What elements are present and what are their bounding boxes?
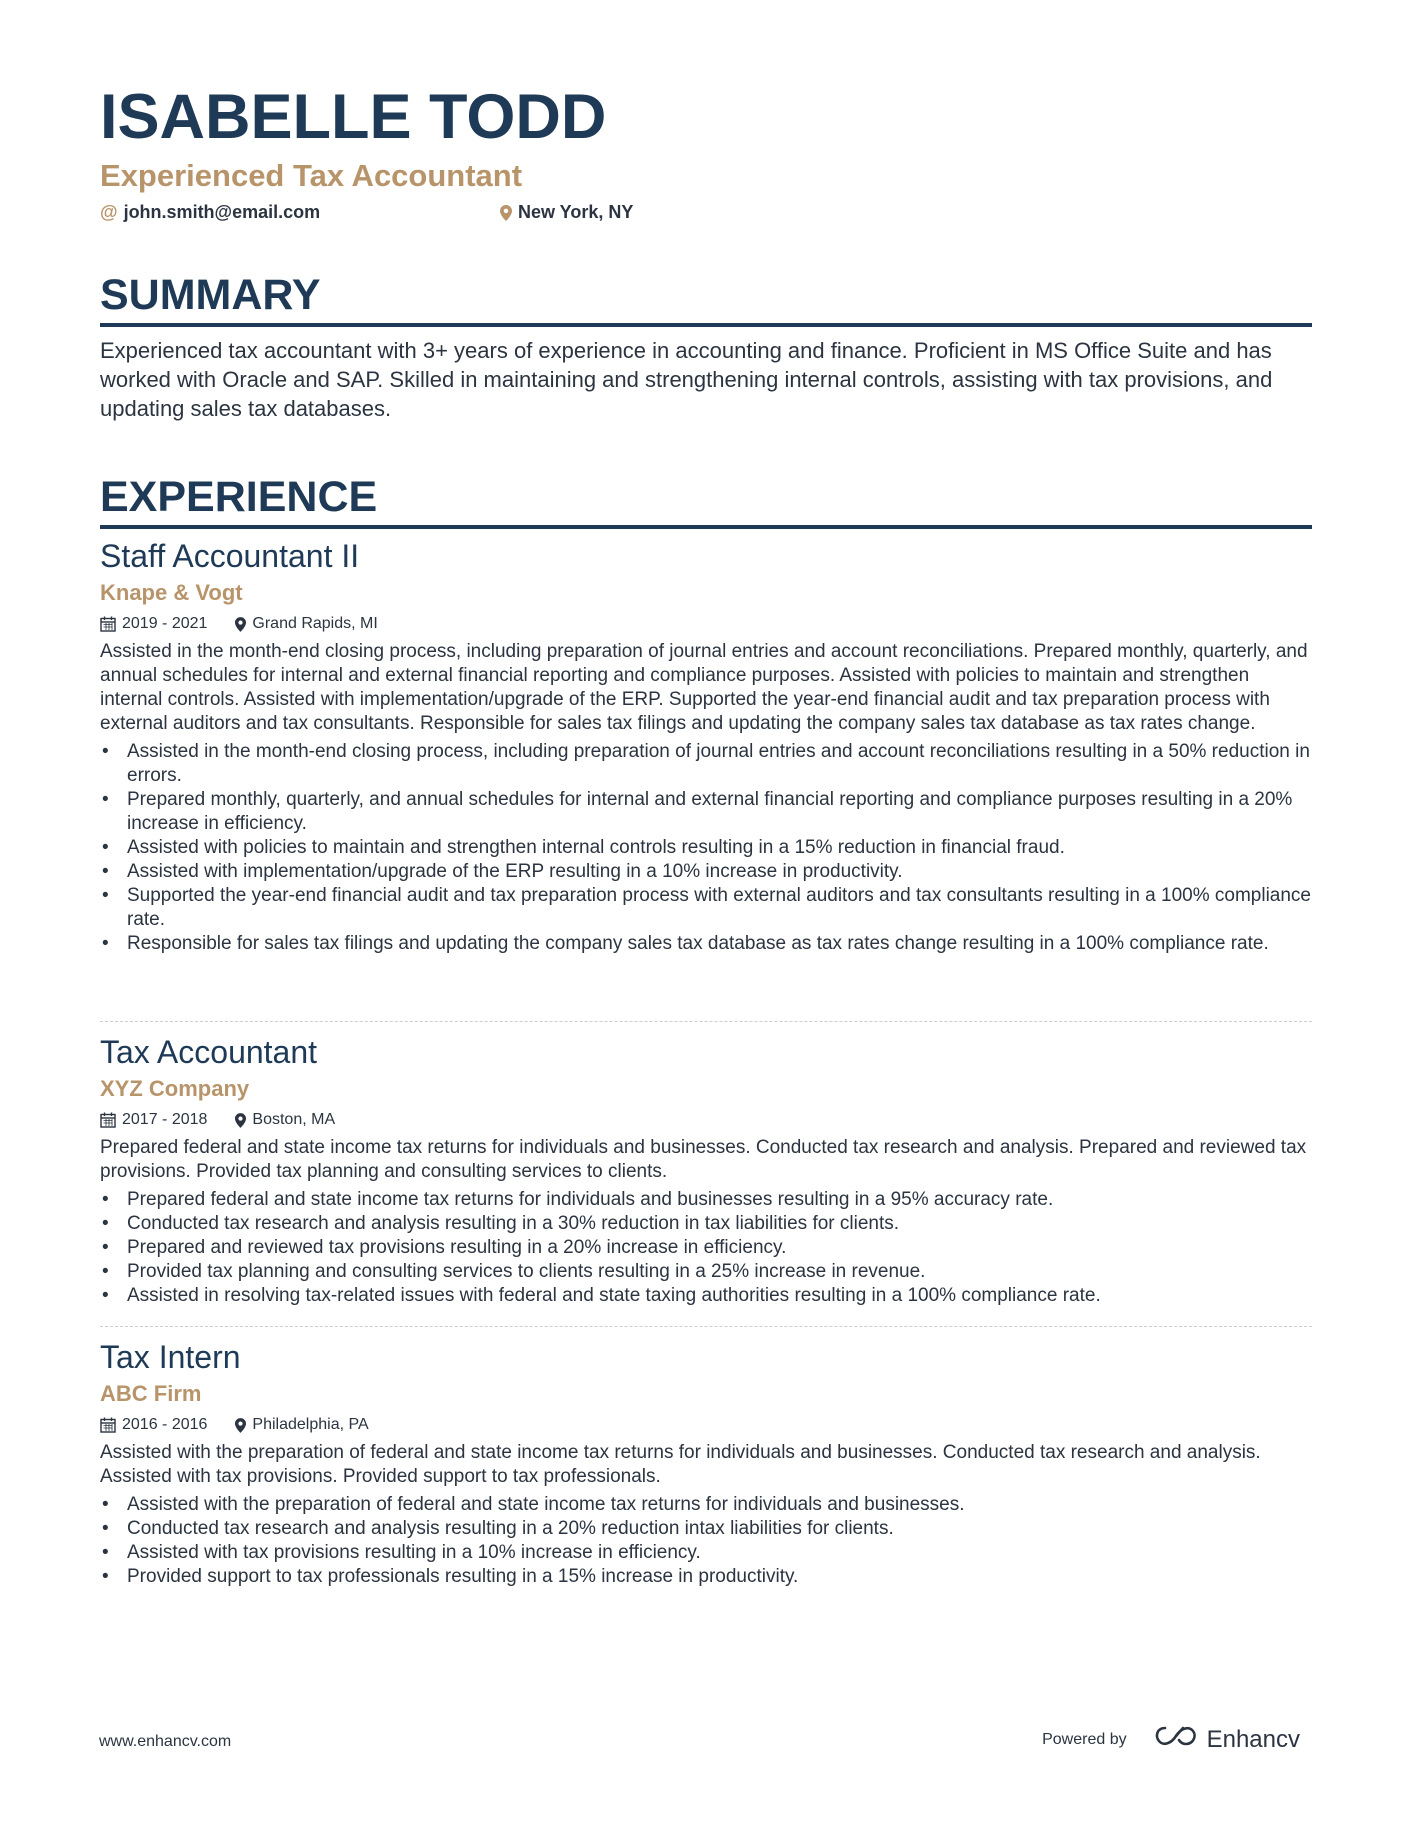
job-meta xyxy=(100,614,1312,634)
location-pin-icon xyxy=(235,617,246,632)
contact-row xyxy=(100,202,900,226)
brand-name: Enhancv xyxy=(1206,1725,1300,1753)
job-description: Assisted with the preparation of federal and state income tax returns for individuals and businesses. Conducted tax research and analysis. Assisted with tax provisions. Provided support to tax professionals. xyxy=(100,1442,1261,1487)
job-bullets xyxy=(100,740,1312,956)
bullet-item: • Assisted with policies to maintain and strengthen internal controls resulting in a 15% reduction in financial fraud. xyxy=(100,836,1312,860)
summary-text: Experienced tax accountant with 3+ years of experience in accounting and finance. Proficient in MS Office Suite and has worked with Oracle and SAP. Skilled in maintaining and strengthening internal controls, assisting with tax provisions, and updating sales tax databases. xyxy=(100,338,1273,421)
job-description: Assisted in the month-end closing process, including preparation of journal entries and account reconciliations. Prepared monthly, quarterly, and annual schedules for internal and external financial reporting and compliance purposes. Assisted with policies to maintain and strengthen internal controls. Assisted with implementation/upgrade of the ERP. Supported the year-end financial audit and tax preparation process with external auditors and tax consultants. Responsible for sales tax filings and updating the company sales tax database as tax rates change. xyxy=(100,641,1308,734)
email-text: john.smith@email.com xyxy=(123,202,321,222)
brand-logo[interactable] xyxy=(1153,1724,1300,1755)
job-location xyxy=(235,1416,368,1434)
job-location-text: Grand Rapids, MI xyxy=(252,615,378,632)
job-divider xyxy=(100,1021,1312,1022)
location-pin-icon xyxy=(235,1418,246,1433)
bullet-item: • Conducted tax research and analysis resulting in a 30% reduction in tax liabilities for clients. xyxy=(100,1212,1312,1236)
job-description: Prepared federal and state income tax returns for individuals and businesses. Conducted tax research and analysis. Prepared and reviewed tax provisions. Provided tax planning and consulting services to clients. xyxy=(100,1137,1307,1182)
bullet-item: • Provided support to tax professionals resulting in a 15% increase in productivity. xyxy=(100,1565,1312,1589)
job-dates-text: 2017 - 2018 xyxy=(122,1111,208,1128)
job-title: Tax Accountant xyxy=(100,1034,318,1070)
bullet-item: • Assisted with the preparation of federal and state income tax returns for individuals and businesses. xyxy=(100,1493,1312,1517)
bullet-item: • Assisted in the month-end closing process, including preparation of journal entries and account reconciliations resulting in a 50% reduction in errors. xyxy=(100,740,1312,788)
location-text: New York, NY xyxy=(518,202,634,222)
summary-heading: SUMMARY xyxy=(100,274,1312,327)
candidate-name: ISABELLE TODD xyxy=(100,82,607,152)
job-dates xyxy=(100,615,207,633)
bullet-item: • Assisted with implementation/upgrade of the ERP resulting in a 10% increase in productivity. xyxy=(100,860,1312,884)
job-entry xyxy=(100,1032,1312,1308)
location-pin-icon xyxy=(235,1113,246,1128)
bullet-item: • Provided tax planning and consulting services to clients resulting in a 25% increase in revenue. xyxy=(100,1260,1312,1284)
contact-email[interactable] xyxy=(100,202,320,223)
location-pin-icon xyxy=(500,205,512,221)
job-entry xyxy=(100,536,1312,956)
candidate-title: Experienced Tax Accountant xyxy=(100,158,523,193)
job-dates-text: 2016 - 2016 xyxy=(122,1416,208,1433)
job-meta xyxy=(100,1415,1312,1435)
job-company: XYZ Company xyxy=(100,1076,250,1101)
bullet-item: • Prepared monthly, quarterly, and annual schedules for internal and external financial reporting and compliance purposes resulting in a 20% increase in efficiency. xyxy=(100,788,1312,836)
job-location xyxy=(235,1111,335,1129)
job-entry xyxy=(100,1337,1312,1589)
bullet-item: • Supported the year-end financial audit and tax preparation process with external auditors and tax consultants resulting in a 100% compliance rate. xyxy=(100,884,1312,932)
job-divider xyxy=(100,1326,1312,1327)
enhancv-logo-icon xyxy=(1153,1724,1199,1755)
job-company: Knape & Vogt xyxy=(100,580,243,605)
experience-heading: EXPERIENCE xyxy=(100,476,1312,529)
job-bullets xyxy=(100,1493,1312,1589)
job-location xyxy=(235,615,377,633)
job-company: ABC Firm xyxy=(100,1381,202,1406)
job-title: Staff Accountant II xyxy=(100,538,360,574)
job-dates xyxy=(100,1111,207,1129)
bullet-item: • Prepared federal and state income tax returns for individuals and businesses resulting in a 95% accuracy rate. xyxy=(100,1188,1312,1212)
job-title: Tax Intern xyxy=(100,1339,241,1375)
powered-by-label: Powered by xyxy=(1042,1730,1127,1748)
calendar-icon xyxy=(100,1417,116,1433)
job-dates-text: 2019 - 2021 xyxy=(122,615,208,632)
job-location-text: Philadelphia, PA xyxy=(252,1416,369,1433)
bullet-item: • Conducted tax research and analysis resulting in a 20% reduction intax liabilities for clients. xyxy=(100,1517,1312,1541)
bullet-item: • Assisted with tax provisions resulting in a 10% increase in efficiency. xyxy=(100,1541,1312,1565)
footer-website[interactable]: www.enhancv.com xyxy=(99,1733,232,1750)
bullet-item: • Assisted in resolving tax-related issues with federal and state taxing authorities resulting in a 100% compliance rate. xyxy=(100,1284,1312,1308)
job-dates xyxy=(100,1416,207,1434)
calendar-icon xyxy=(100,1112,116,1128)
footer-branding xyxy=(1042,1724,1300,1755)
job-meta xyxy=(100,1110,1312,1130)
bullet-item: • Responsible for sales tax filings and updating the company sales tax database as tax rates change resulting in a 100% compliance rate. xyxy=(100,932,1312,956)
calendar-icon xyxy=(100,616,116,632)
job-location-text: Boston, MA xyxy=(252,1111,336,1128)
at-icon: @ xyxy=(100,202,118,222)
job-bullets xyxy=(100,1188,1312,1308)
bullet-item: • Prepared and reviewed tax provisions resulting in a 20% increase in efficiency. xyxy=(100,1236,1312,1260)
contact-location xyxy=(500,202,633,223)
